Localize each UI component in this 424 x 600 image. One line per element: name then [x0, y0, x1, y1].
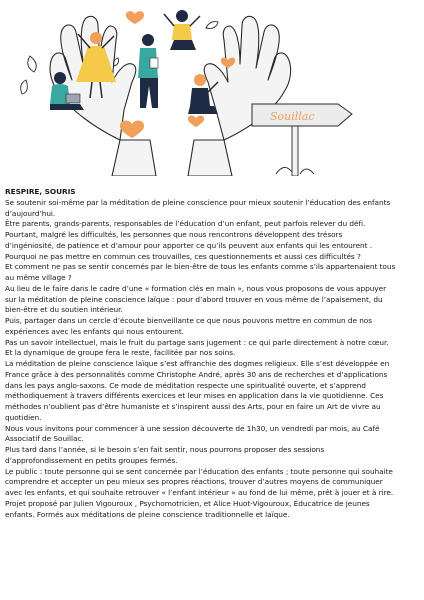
article-line: Être parents, grands-parents, responsables de l’éducation d’un enfant, peut parfois relever du défi.: [5, 219, 366, 229]
signpost-drawing: [252, 104, 352, 176]
article-body: [5, 187, 419, 520]
illustration: [0, 0, 424, 176]
article-line: d’approfondissement en petits groupes fermés.: [5, 455, 178, 465]
heart-icon: [126, 11, 144, 24]
article-line: dans les pays anglo-saxons. Ce mode de méditation respecte une spiritualité ouverte, et s’apprend: [5, 380, 366, 390]
article-line: enfants. Formés aux méditations de pleine conscience traditionnelle et laïque.: [5, 509, 290, 519]
article-line: Et la dynamique de groupe fera le reste, facilitée par nos soins.: [5, 348, 236, 358]
sign-label: Souillac: [270, 110, 315, 123]
article-line: Puis, partager dans un cercle d’écoute bienveillante ce que nous pouvons mettre en commun de nos: [5, 316, 373, 325]
article-line: Le public : toute personne qui se sent concernée par l’éducation des enfants ; toute personne qui souhaite: [5, 466, 393, 476]
article-line: France grâce à des personnalités comme Christophe André, après 30 ans de recherches et d’applications: [5, 369, 388, 379]
article-line: bien-être et du soutien intérieur.: [5, 305, 123, 315]
article-line: sur la méditation de pleine conscience laïque : pour d’abord trouver en vous même de l’apaisement, du: [5, 294, 383, 304]
heart-icon: [188, 116, 204, 127]
article-line: Plus tard dans l’année, si le besoin s’en fait sentir, nous pourrons proposer des sessions: [5, 445, 325, 454]
article-title: RESPIRE, SOURIS: [5, 187, 76, 196]
article-line: Projet proposé par Julien Vigouroux , Psychomotricien, et Alice Huot-Vigouroux, Éducatrice de jeunes: [5, 498, 370, 508]
article-line: Et comment ne pas se sentir concernés par le bien-être de tous les enfants comme s’ils appartenaient tous: [5, 262, 396, 272]
article-line: méthodiquement à travers différents exercices et leur mises en application dans la vie quotidienne. Ces: [5, 391, 384, 401]
article-line: Nous vous invitons pour commencer à une session découverte de 1h30, un vendredi par mois, au Café: [5, 423, 380, 433]
article-line: Pourtant, malgré les difficultés, les personnes que nous rencontrons développent des trésors: [5, 230, 343, 239]
article-line: avec les enfants, et qui souhaite retrouver « l’enfant intérieur » au fond de lui même, prêt à jouer et à rire.: [5, 488, 394, 497]
person-jumping-drawing: [164, 10, 200, 50]
article-line: Au lieu de le faire dans le cadre d’une « formation clés en main », nous vous proposons de vous appuyer: [5, 283, 387, 293]
article-line: au même village ?: [5, 273, 72, 282]
article-lines: [5, 198, 419, 521]
article-line: expériences avec les enfants qui nous entourent.: [5, 326, 184, 336]
article-line: comprendre et accepter un peu mieux ses propres réactions, trouver d’autres moyens de communiquer: [5, 477, 383, 487]
article-line: Pourquoi ne pas mettre en commun ces trouvailles, ces questionnements et aussi ces difficultés ?: [5, 251, 361, 261]
article-line: Pas un savoir intellectuel, mais le fruit du partage sans jugement : ce qui parle directement à notre cœur.: [5, 337, 389, 347]
article-line: Associatif de Souillac.: [5, 434, 84, 444]
article-line: quotidien.: [5, 412, 42, 422]
article-line: méthodes n’oublient pas d’être humaniste et s’inspirent aussi des Arts, pour en faire un Art de vivre au: [5, 402, 381, 411]
article-line: Se soutenir soi-même par la méditation de pleine conscience pour mieux soutenir l’éducation des enfants: [5, 197, 391, 207]
person-standing-drawing: [138, 34, 158, 108]
article-line: d’ingéniosité, de patience et d’amour pour apporter ce qu’ils peuvent aux enfants qui les entourent .: [5, 240, 373, 250]
heart-icon: [120, 120, 144, 138]
article-line: La méditation de pleine conscience laïque s’est affranchie des dogmes religieux. Elle s’est développée en: [5, 359, 390, 368]
article-line: d’aujourd’hui.: [5, 208, 56, 218]
